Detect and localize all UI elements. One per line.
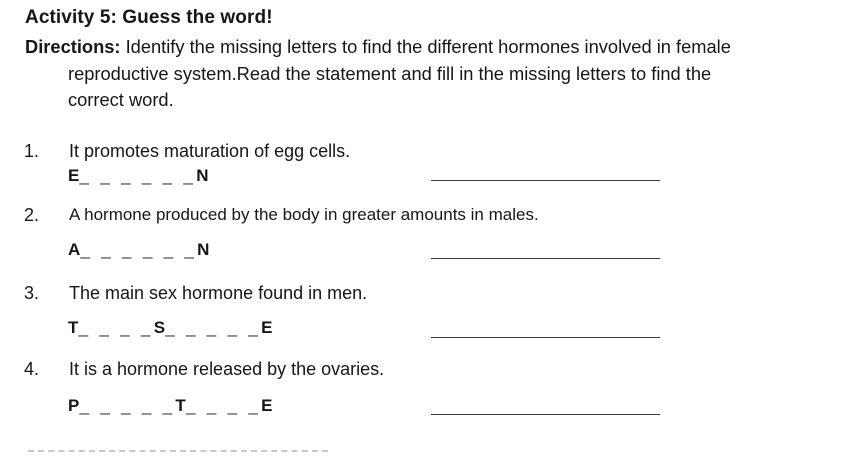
word-puzzle bbox=[68, 396, 273, 416]
item-question: It is a hormone released by the ovaries. bbox=[69, 359, 385, 379]
item-question: A hormone produced by the body in greater amounts in males. bbox=[69, 205, 539, 224]
missing-letters-blanks: _ _ _ _ _ _ bbox=[79, 166, 197, 185]
item-number: 3. bbox=[24, 283, 40, 303]
answer-line[interactable] bbox=[431, 258, 660, 259]
given-letter: E bbox=[68, 166, 80, 185]
item-number: 2. bbox=[24, 205, 40, 225]
directions-label: Directions: bbox=[25, 36, 121, 57]
item-question: The main sex hormone found in men. bbox=[69, 283, 368, 303]
missing-letters-blanks: _ _ _ _ bbox=[186, 396, 262, 415]
given-letter: A bbox=[68, 240, 81, 259]
missing-letters-blanks: _ _ _ _ _ _ bbox=[80, 240, 198, 259]
directions-line-1 bbox=[25, 36, 731, 58]
answer-line[interactable] bbox=[431, 337, 660, 338]
item-number: 1. bbox=[24, 141, 40, 161]
given-letter: T bbox=[68, 318, 79, 337]
word-puzzle bbox=[68, 318, 273, 338]
given-letter: N bbox=[196, 166, 209, 185]
given-letter: P bbox=[68, 396, 80, 415]
answer-line[interactable] bbox=[431, 180, 660, 181]
given-letter: E bbox=[261, 396, 273, 415]
directions-line-3: correct word. bbox=[68, 89, 174, 110]
word-puzzle bbox=[68, 166, 209, 186]
missing-letters-blanks: _ _ _ _ _ bbox=[165, 318, 262, 337]
directions-line-2: reproductive system.Read the statement and fill in the missing letters to find the bbox=[68, 63, 712, 84]
missing-letters-blanks: _ _ _ _ bbox=[78, 318, 154, 337]
activity-title: Activity 5: Guess the word! bbox=[25, 7, 273, 28]
item-number: 4. bbox=[24, 359, 40, 379]
directions-text-1: Identify the missing letters to find the different hormones involved in female bbox=[120, 36, 731, 57]
answer-line[interactable] bbox=[431, 414, 660, 415]
page-edge-divider bbox=[28, 450, 328, 452]
given-letter: E bbox=[261, 318, 273, 337]
given-letter: N bbox=[197, 240, 210, 259]
missing-letters-blanks: _ _ _ _ _ bbox=[79, 396, 176, 415]
given-letter: T bbox=[175, 396, 187, 415]
given-letter: S bbox=[153, 318, 166, 337]
item-question: It promotes maturation of egg cells. bbox=[69, 141, 351, 161]
word-puzzle bbox=[68, 240, 210, 260]
